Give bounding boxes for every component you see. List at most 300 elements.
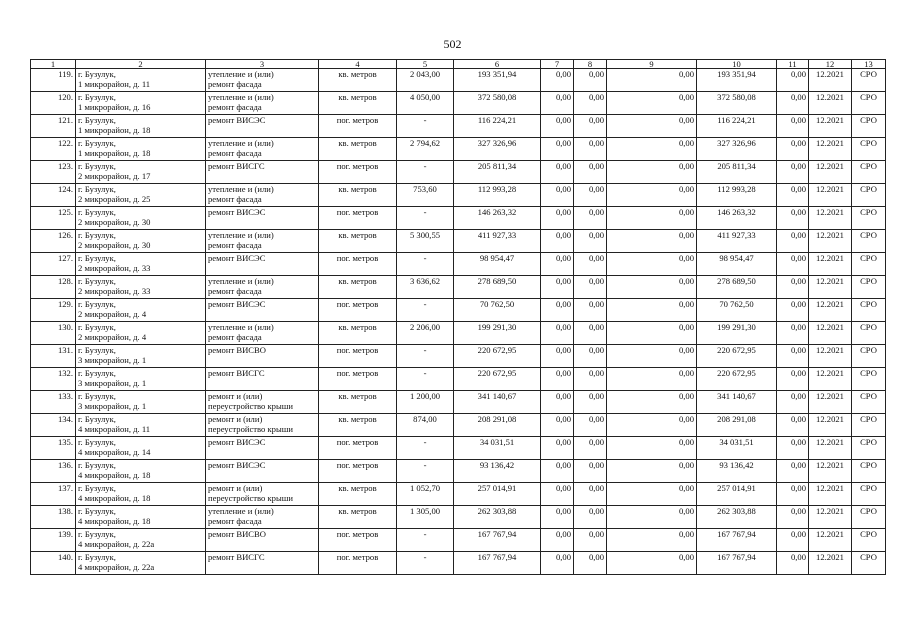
address-city: г. Бузулук,: [78, 322, 116, 332]
unit-cell: кв. метров: [319, 414, 397, 437]
quantity-cell: 2 206,00: [397, 322, 454, 345]
work-type-line2: переустройство крыши: [208, 493, 293, 503]
table-row: [31, 437, 886, 460]
value-cell-col11: 0,00: [777, 368, 809, 391]
row-number-cell: 123.: [31, 161, 76, 184]
address-house: 1 микрорайон, д. 18: [78, 125, 151, 135]
address-cell: [76, 138, 206, 161]
cost-cell-col10: 112 993,28: [697, 184, 777, 207]
value-cell-col8: 0,00: [574, 483, 607, 506]
address-city: г. Бузулук,: [78, 184, 116, 194]
total-cost-cell: 257 014,91: [454, 483, 541, 506]
unit-cell: пог. метров: [319, 529, 397, 552]
work-type-line1: ремонт ВИСЭС: [208, 115, 266, 125]
unit-cell: пог. метров: [319, 115, 397, 138]
value-cell-col7: 0,00: [541, 184, 574, 207]
completion-date-cell: 12.2021: [809, 69, 852, 92]
completion-date-cell: 12.2021: [809, 414, 852, 437]
address-cell: [76, 414, 206, 437]
address-house: 2 микрорайон, д. 30: [78, 240, 151, 250]
address-city: г. Бузулук,: [78, 253, 116, 263]
work-type-line1: утепление и (или): [208, 230, 274, 240]
column-number-row: [31, 60, 886, 69]
quantity-cell: 4 050,00: [397, 92, 454, 115]
work-type-cell: [206, 184, 319, 207]
address-house: 1 микрорайон, д. 16: [78, 102, 151, 112]
address-city: г. Бузулук,: [78, 552, 116, 562]
address-house: 2 микрорайон, д. 4: [78, 332, 147, 342]
row-number-cell: 122.: [31, 138, 76, 161]
value-cell-col8: 0,00: [574, 322, 607, 345]
work-type-line1: утепление и (или): [208, 92, 274, 102]
completion-date-cell: 12.2021: [809, 368, 852, 391]
funding-source-cell: СРО: [852, 207, 886, 230]
total-cost-cell: 327 326,96: [454, 138, 541, 161]
value-cell-col9: 0,00: [607, 414, 697, 437]
value-cell-col7: 0,00: [541, 529, 574, 552]
row-number-cell: 129.: [31, 299, 76, 322]
work-type-line2: ремонт фасада: [208, 240, 262, 250]
work-type-cell: [206, 368, 319, 391]
work-type-line2: ремонт фасада: [208, 79, 262, 89]
table-row: [31, 299, 886, 322]
cost-cell-col10: 167 767,94: [697, 529, 777, 552]
quantity-cell: -: [397, 552, 454, 575]
total-cost-cell: 205 811,34: [454, 161, 541, 184]
value-cell-col11: 0,00: [777, 69, 809, 92]
value-cell-col9: 0,00: [607, 161, 697, 184]
funding-source-cell: СРО: [852, 115, 886, 138]
unit-cell: кв. метров: [319, 92, 397, 115]
quantity-cell: 1 052,70: [397, 483, 454, 506]
work-type-line1: утепление и (или): [208, 184, 274, 194]
table-row: [31, 483, 886, 506]
address-cell: [76, 391, 206, 414]
value-cell-col11: 0,00: [777, 161, 809, 184]
work-type-cell: [206, 253, 319, 276]
repair-registry-table: [30, 59, 886, 575]
completion-date-cell: 12.2021: [809, 276, 852, 299]
address-cell: [76, 184, 206, 207]
total-cost-cell: 208 291,08: [454, 414, 541, 437]
table-row: [31, 276, 886, 299]
funding-source-cell: СРО: [852, 322, 886, 345]
work-type-line1: ремонт ВИСЭС: [208, 253, 266, 263]
completion-date-cell: 12.2021: [809, 115, 852, 138]
row-number-cell: 134.: [31, 414, 76, 437]
address-cell: [76, 368, 206, 391]
value-cell-col9: 0,00: [607, 322, 697, 345]
value-cell-col11: 0,00: [777, 92, 809, 115]
address-cell: [76, 115, 206, 138]
total-cost-cell: 146 263,32: [454, 207, 541, 230]
work-type-line2: ремонт фасада: [208, 194, 262, 204]
work-type-cell: [206, 437, 319, 460]
address-house: 3 микрорайон, д. 1: [78, 355, 147, 365]
address-city: г. Бузулук,: [78, 115, 116, 125]
address-house: 4 микрорайон, д. 11: [78, 424, 151, 434]
funding-source-cell: СРО: [852, 161, 886, 184]
cost-cell-col10: 372 580,08: [697, 92, 777, 115]
unit-cell: пог. метров: [319, 253, 397, 276]
work-type-line1: ремонт ВИСЭС: [208, 460, 266, 470]
unit-cell: кв. метров: [319, 69, 397, 92]
value-cell-col9: 0,00: [607, 115, 697, 138]
completion-date-cell: 12.2021: [809, 161, 852, 184]
value-cell-col7: 0,00: [541, 276, 574, 299]
work-type-line1: ремонт ВИСВО: [208, 345, 266, 355]
table-row: [31, 92, 886, 115]
address-house: 2 микрорайон, д. 30: [78, 217, 151, 227]
work-type-cell: [206, 322, 319, 345]
funding-source-cell: СРО: [852, 345, 886, 368]
work-type-cell: [206, 506, 319, 529]
completion-date-cell: 12.2021: [809, 460, 852, 483]
cost-cell-col10: 411 927,33: [697, 230, 777, 253]
total-cost-cell: 93 136,42: [454, 460, 541, 483]
quantity-cell: -: [397, 299, 454, 322]
column-number: 4: [319, 60, 397, 69]
value-cell-col9: 0,00: [607, 345, 697, 368]
column-number: 8: [574, 60, 607, 69]
value-cell-col11: 0,00: [777, 322, 809, 345]
address-city: г. Бузулук,: [78, 483, 116, 493]
address-cell: [76, 207, 206, 230]
value-cell-col7: 0,00: [541, 207, 574, 230]
value-cell-col11: 0,00: [777, 299, 809, 322]
row-number-cell: 137.: [31, 483, 76, 506]
work-type-cell: [206, 391, 319, 414]
value-cell-col9: 0,00: [607, 138, 697, 161]
value-cell-col9: 0,00: [607, 368, 697, 391]
unit-cell: пог. метров: [319, 437, 397, 460]
value-cell-col8: 0,00: [574, 552, 607, 575]
work-type-line2: ремонт фасада: [208, 286, 262, 296]
funding-source-cell: СРО: [852, 230, 886, 253]
row-number-cell: 132.: [31, 368, 76, 391]
value-cell-col9: 0,00: [607, 437, 697, 460]
value-cell-col7: 0,00: [541, 322, 574, 345]
address-city: г. Бузулук,: [78, 161, 116, 171]
row-number-cell: 140.: [31, 552, 76, 575]
value-cell-col8: 0,00: [574, 92, 607, 115]
value-cell-col7: 0,00: [541, 253, 574, 276]
value-cell-col7: 0,00: [541, 161, 574, 184]
cost-cell-col10: 341 140,67: [697, 391, 777, 414]
column-number: 1: [31, 60, 76, 69]
work-type-line1: ремонт и (или): [208, 391, 263, 401]
value-cell-col11: 0,00: [777, 414, 809, 437]
funding-source-cell: СРО: [852, 138, 886, 161]
table-row: [31, 184, 886, 207]
completion-date-cell: 12.2021: [809, 207, 852, 230]
value-cell-col7: 0,00: [541, 230, 574, 253]
address-house: 3 микрорайон, д. 1: [78, 378, 147, 388]
address-house: 2 микрорайон, д. 25: [78, 194, 151, 204]
quantity-cell: 3 636,62: [397, 276, 454, 299]
value-cell-col11: 0,00: [777, 345, 809, 368]
unit-cell: кв. метров: [319, 184, 397, 207]
total-cost-cell: 372 580,08: [454, 92, 541, 115]
address-city: г. Бузулук,: [78, 138, 116, 148]
address-city: г. Бузулук,: [78, 506, 116, 516]
table-row: [31, 368, 886, 391]
table-row: [31, 253, 886, 276]
work-type-line1: ремонт ВИСГС: [208, 368, 265, 378]
cost-cell-col10: 116 224,21: [697, 115, 777, 138]
work-type-cell: [206, 161, 319, 184]
address-cell: [76, 437, 206, 460]
funding-source-cell: СРО: [852, 253, 886, 276]
row-number-cell: 130.: [31, 322, 76, 345]
address-city: г. Бузулук,: [78, 345, 116, 355]
funding-source-cell: СРО: [852, 184, 886, 207]
funding-source-cell: СРО: [852, 391, 886, 414]
value-cell-col7: 0,00: [541, 391, 574, 414]
value-cell-col11: 0,00: [777, 184, 809, 207]
table-row: [31, 345, 886, 368]
table-row: [31, 506, 886, 529]
work-type-line2: переустройство крыши: [208, 401, 293, 411]
completion-date-cell: 12.2021: [809, 184, 852, 207]
funding-source-cell: СРО: [852, 69, 886, 92]
value-cell-col11: 0,00: [777, 138, 809, 161]
total-cost-cell: 199 291,30: [454, 322, 541, 345]
value-cell-col8: 0,00: [574, 207, 607, 230]
row-number-cell: 133.: [31, 391, 76, 414]
value-cell-col7: 0,00: [541, 437, 574, 460]
value-cell-col7: 0,00: [541, 552, 574, 575]
value-cell-col8: 0,00: [574, 115, 607, 138]
value-cell-col9: 0,00: [607, 391, 697, 414]
row-number-cell: 136.: [31, 460, 76, 483]
work-type-cell: [206, 276, 319, 299]
address-city: г. Бузулук,: [78, 276, 116, 286]
cost-cell-col10: 146 263,32: [697, 207, 777, 230]
address-house: 4 микрорайон, д. 18: [78, 516, 151, 526]
total-cost-cell: 167 767,94: [454, 552, 541, 575]
completion-date-cell: 12.2021: [809, 437, 852, 460]
quantity-cell: -: [397, 207, 454, 230]
table-row: [31, 230, 886, 253]
column-number: 9: [607, 60, 697, 69]
value-cell-col9: 0,00: [607, 230, 697, 253]
column-number: 7: [541, 60, 574, 69]
row-number-cell: 120.: [31, 92, 76, 115]
value-cell-col11: 0,00: [777, 552, 809, 575]
address-city: г. Бузулук,: [78, 391, 116, 401]
work-type-line1: утепление и (или): [208, 138, 274, 148]
value-cell-col9: 0,00: [607, 529, 697, 552]
quantity-cell: 5 300,55: [397, 230, 454, 253]
work-type-cell: [206, 138, 319, 161]
row-number-cell: 126.: [31, 230, 76, 253]
value-cell-col7: 0,00: [541, 138, 574, 161]
value-cell-col8: 0,00: [574, 506, 607, 529]
work-type-cell: [206, 529, 319, 552]
value-cell-col8: 0,00: [574, 529, 607, 552]
funding-source-cell: СРО: [852, 92, 886, 115]
value-cell-col9: 0,00: [607, 69, 697, 92]
unit-cell: пог. метров: [319, 161, 397, 184]
completion-date-cell: 12.2021: [809, 230, 852, 253]
table-row: [31, 552, 886, 575]
address-city: г. Бузулук,: [78, 368, 116, 378]
quantity-cell: -: [397, 253, 454, 276]
row-number-cell: 127.: [31, 253, 76, 276]
value-cell-col8: 0,00: [574, 69, 607, 92]
quantity-cell: -: [397, 115, 454, 138]
row-number-cell: 121.: [31, 115, 76, 138]
cost-cell-col10: 98 954,47: [697, 253, 777, 276]
address-city: г. Бузулук,: [78, 437, 116, 447]
funding-source-cell: СРО: [852, 483, 886, 506]
value-cell-col7: 0,00: [541, 506, 574, 529]
work-type-line2: ремонт фасада: [208, 516, 262, 526]
cost-cell-col10: 262 303,88: [697, 506, 777, 529]
unit-cell: пог. метров: [319, 552, 397, 575]
address-house: 2 микрорайон, д. 33: [78, 263, 151, 273]
quantity-cell: -: [397, 437, 454, 460]
work-type-cell: [206, 230, 319, 253]
cost-cell-col10: 327 326,96: [697, 138, 777, 161]
work-type-cell: [206, 69, 319, 92]
row-number-cell: 124.: [31, 184, 76, 207]
work-type-line1: ремонт ВИСВО: [208, 529, 266, 539]
work-type-line1: утепление и (или): [208, 276, 274, 286]
unit-cell: пог. метров: [319, 207, 397, 230]
quantity-cell: -: [397, 161, 454, 184]
value-cell-col8: 0,00: [574, 161, 607, 184]
quantity-cell: 874,00: [397, 414, 454, 437]
value-cell-col11: 0,00: [777, 207, 809, 230]
work-type-line1: утепление и (или): [208, 322, 274, 332]
total-cost-cell: 411 927,33: [454, 230, 541, 253]
table-row: [31, 115, 886, 138]
completion-date-cell: 12.2021: [809, 299, 852, 322]
value-cell-col7: 0,00: [541, 460, 574, 483]
value-cell-col7: 0,00: [541, 414, 574, 437]
address-city: г. Бузулук,: [78, 207, 116, 217]
address-cell: [76, 253, 206, 276]
address-cell: [76, 483, 206, 506]
column-number: 2: [76, 60, 206, 69]
table-row: [31, 138, 886, 161]
quantity-cell: -: [397, 368, 454, 391]
cost-cell-col10: 205 811,34: [697, 161, 777, 184]
value-cell-col7: 0,00: [541, 368, 574, 391]
work-type-line1: ремонт ВИСЭС: [208, 299, 266, 309]
column-number: 12: [809, 60, 852, 69]
funding-source-cell: СРО: [852, 437, 886, 460]
cost-cell-col10: 93 136,42: [697, 460, 777, 483]
work-type-line1: ремонт ВИСГС: [208, 552, 265, 562]
unit-cell: кв. метров: [319, 230, 397, 253]
completion-date-cell: 12.2021: [809, 253, 852, 276]
work-type-cell: [206, 552, 319, 575]
table-row: [31, 391, 886, 414]
value-cell-col8: 0,00: [574, 368, 607, 391]
address-cell: [76, 322, 206, 345]
value-cell-col11: 0,00: [777, 437, 809, 460]
address-house: 1 микрорайон, д. 18: [78, 148, 151, 158]
value-cell-col9: 0,00: [607, 299, 697, 322]
address-city: г. Бузулук,: [78, 299, 116, 309]
total-cost-cell: 220 672,95: [454, 345, 541, 368]
completion-date-cell: 12.2021: [809, 529, 852, 552]
cost-cell-col10: 220 672,95: [697, 368, 777, 391]
row-number-cell: 119.: [31, 69, 76, 92]
work-type-line2: переустройство крыши: [208, 424, 293, 434]
unit-cell: пог. метров: [319, 299, 397, 322]
column-number: 10: [697, 60, 777, 69]
work-type-line1: ремонт ВИСЭС: [208, 437, 266, 447]
unit-cell: кв. метров: [319, 138, 397, 161]
value-cell-col7: 0,00: [541, 483, 574, 506]
completion-date-cell: 12.2021: [809, 391, 852, 414]
funding-source-cell: СРО: [852, 368, 886, 391]
total-cost-cell: 112 993,28: [454, 184, 541, 207]
value-cell-col9: 0,00: [607, 460, 697, 483]
unit-cell: кв. метров: [319, 322, 397, 345]
value-cell-col9: 0,00: [607, 506, 697, 529]
cost-cell-col10: 199 291,30: [697, 322, 777, 345]
value-cell-col11: 0,00: [777, 529, 809, 552]
value-cell-col11: 0,00: [777, 460, 809, 483]
work-type-cell: [206, 345, 319, 368]
value-cell-col8: 0,00: [574, 460, 607, 483]
value-cell-col8: 0,00: [574, 299, 607, 322]
work-type-cell: [206, 207, 319, 230]
cost-cell-col10: 220 672,95: [697, 345, 777, 368]
address-cell: [76, 92, 206, 115]
address-city: г. Бузулук,: [78, 92, 116, 102]
cost-cell-col10: 167 767,94: [697, 552, 777, 575]
address-cell: [76, 552, 206, 575]
address-house: 4 микрорайон, д. 22а: [78, 562, 155, 572]
funding-source-cell: СРО: [852, 506, 886, 529]
page-number: 502: [443, 37, 462, 51]
table-row: [31, 322, 886, 345]
value-cell-col8: 0,00: [574, 138, 607, 161]
address-cell: [76, 529, 206, 552]
total-cost-cell: 220 672,95: [454, 368, 541, 391]
completion-date-cell: 12.2021: [809, 483, 852, 506]
address-cell: [76, 230, 206, 253]
value-cell-col11: 0,00: [777, 115, 809, 138]
value-cell-col11: 0,00: [777, 483, 809, 506]
table-row: [31, 460, 886, 483]
column-number: 5: [397, 60, 454, 69]
column-number: 11: [777, 60, 809, 69]
value-cell-col8: 0,00: [574, 414, 607, 437]
table-row: [31, 414, 886, 437]
value-cell-col8: 0,00: [574, 184, 607, 207]
quantity-cell: 2 794,62: [397, 138, 454, 161]
total-cost-cell: 262 303,88: [454, 506, 541, 529]
unit-cell: кв. метров: [319, 276, 397, 299]
value-cell-col7: 0,00: [541, 92, 574, 115]
cost-cell-col10: 278 689,50: [697, 276, 777, 299]
quantity-cell: -: [397, 529, 454, 552]
table-row: [31, 529, 886, 552]
address-house: 3 микрорайон, д. 1: [78, 401, 147, 411]
work-type-cell: [206, 414, 319, 437]
work-type-cell: [206, 92, 319, 115]
address-city: г. Бузулук,: [78, 529, 116, 539]
total-cost-cell: 193 351,94: [454, 69, 541, 92]
address-cell: [76, 161, 206, 184]
